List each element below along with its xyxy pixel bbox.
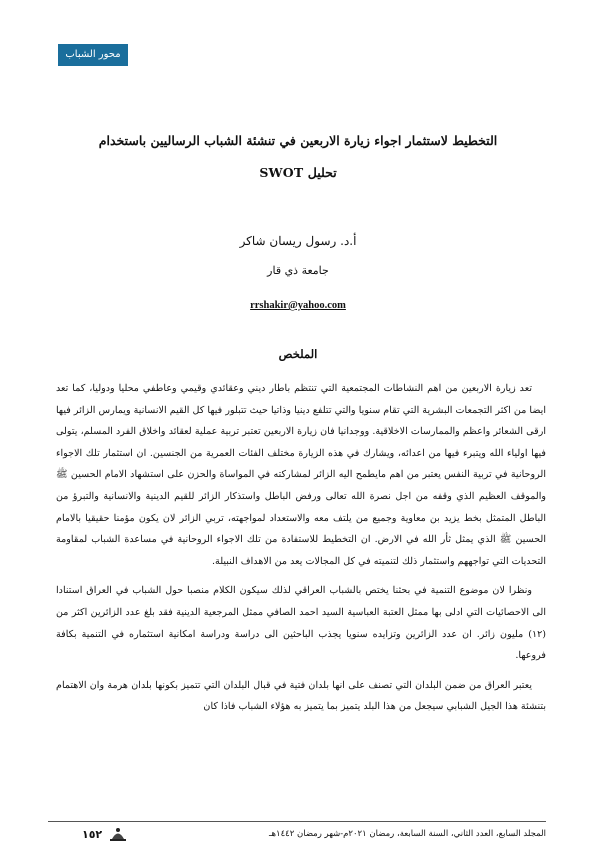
- abstract-paragraph: تعد زيارة الاربعين من اهم النشاطات المجتمعية التي تنتظم باطار ديني وعقائدي وقيمي وعاطفي محليا ودوليا، كما تعد ايضا من اكثر التجمعات البشرية التي تقام سنويا والتي تتلفع دينيا وذاتيا حيث تتبلور فيها كل القيم الانسانية ويمارس الزائر فيها ارقى الشعائر واعظم والممارسات الاخلاقية. ووجدانيا فان زيارة الاربعين تعتبر تربية عملية لعقائد واخلاق الفرد المسلم، يتولى فيها اولياء الله ويتبرء فيها من اعدائه، ويشارك في هذه الزيارة مختلف الفئات العمرية من الجنسين. ان استثمار تلك الاجواء الروحانية في تربية النفس يعتبر من اهم مايطمح اليه الزائر لمشاركته في المواساة والحزن على استشهاد الامام الحسين ﷺ والموقف العظيم الذي وقفه من اجل نصرة الله تعالى ورفض الباطل واستذكار الزائر للقيم الدينية والانسانية والتبرؤ من الباطل المتمثل بخط يزيد بن معاوية وجميع من يلتف معه والاستعداد لمواجهته، تربي الزائر لان يكون مؤمنا حقيقيا بالامام الحسين ﷺ الذي يمثل ثأر الله في الارض. ان التخطيط للاستفادة من تلك الاجواء الروحانية في مساعدة الشباب لمقاومة التحديات التي تواجههم واستثمار ذلك لتنميته في كل المجالات يعد من الاهداف النبيلة.: [56, 383, 546, 567]
- abstract-paragraph: يعتبر العراق من ضمن البلدان التي تصنف على انها بلدان فتية في قبال البلدان التي تتميز بكونها بلدان هرمة وان الاهتمام بتنشئة هذا الجيل الشبابي سيجعل من هذا البلد يتميز بما يتميز به هؤلاء الشباب فاذا كان: [56, 679, 546, 713]
- footer-divider: [48, 821, 546, 822]
- journal-emblem-icon: [108, 826, 128, 842]
- abstract-paragraph: ونظرا لان موضوع التنمية في بحثنا يختص بالشباب العراقي لذلك سيكون الكلام منصبا حول الشباب في العراق استنادا الى الاحصائيات التي ادلى بها ممثل العتبة العباسية السيد احمد الصافي ممثل المرجعية الدينية فقد بلغ عدد الزائرين اكثر من (١٢) مليون زائر. ان عدد الزائرين وتزايده سنويا يجذب الباحثين الى دراسة ودراسة امكانية استثماره في التنمية بكافة فروعها.: [56, 585, 546, 662]
- abstract-heading: الملخص: [278, 347, 318, 361]
- page-footer: [48, 826, 546, 844]
- author-affiliation: جامعة ذي قار: [267, 264, 329, 277]
- issue-info: المجلد السابع، العدد الثاني، السنة السابعة، رمضان ٢٠٢١م-شهر رمضان ١٤٤٢هـ: [269, 829, 546, 839]
- section-label: محور الشباب: [58, 44, 128, 66]
- author-name: أ.د. رسول ريسان شاكر: [239, 234, 357, 248]
- page-number: ١٥٢: [82, 828, 103, 841]
- article-title-line1: التخطيط لاستثمار اجواء زيارة الاربعين في تنشئة الشباب الرساليين باستخدام: [98, 133, 498, 148]
- article-title-line2: تحليل SWOT: [259, 165, 337, 180]
- author-email[interactable]: rrshakir@yahoo.com: [250, 300, 346, 311]
- abstract-body: [56, 378, 546, 726]
